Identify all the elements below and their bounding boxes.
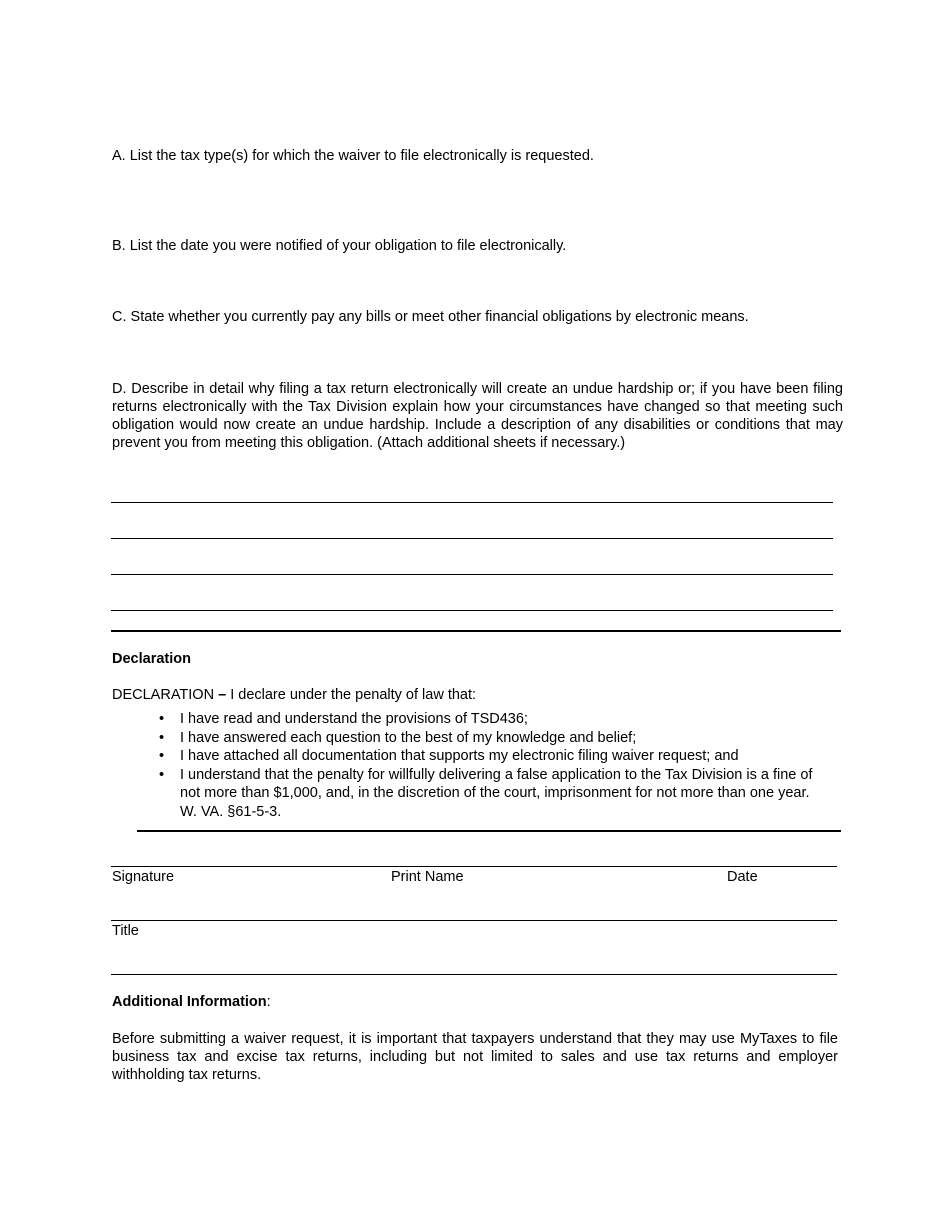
declaration-intro-rest: I declare under the penalty of law that: [226,687,477,703]
section-divider [111,630,841,632]
declaration-intro [112,687,476,703]
signature-label: Signature [112,869,175,885]
additional-body: Before submitting a waiver request, it is important that taxpayers understand that they may use MyTaxes to file business tax and excise tax returns, including but not limited to sales and use tax returns and employer withholding tax returns. [112,1031,838,1083]
print-name-label: Print Name [391,869,464,885]
declaration-list [112,710,832,821]
declaration-intro-prefix: DECLARATION [112,687,219,703]
declaration-heading: Declaration [112,651,191,667]
additional-heading [112,994,271,1010]
question-d: D. Describe in detail why filing a tax return electronically will create an undue hardship or; if you have been filing returns electronically with the Tax Division explain how your circumstances have changed so that meeting such obligation would now create an undue hardship. Include a description of any disabilities or conditions that may prevent you from meeting this obligation. (Attach additional sheets if necessary.) [112,381,843,451]
answer-line-4[interactable] [111,610,833,611]
title-label: Title [112,923,139,939]
answer-line-1[interactable] [111,502,833,503]
title-line[interactable] [111,920,837,921]
additional-heading-colon: : [266,994,271,1010]
additional-heading-text: Additional Information [112,994,267,1010]
question-a: A. List the tax type(s) for which the waiver to file electronically is requested. [112,148,594,164]
declaration-item: • I have answered each question to the best of my knowledge and belief; [180,729,832,748]
date-label: Date [727,869,758,885]
answer-line-3[interactable] [111,574,833,575]
declaration-divider [137,830,841,832]
question-c: C. State whether you currently pay any bills or meet other financial obligations by electronic means. [112,309,749,325]
declaration-item: • I have attached all documentation that supports my electronic filing waiver request; and [180,747,832,766]
declaration-item: • I understand that the penalty for willfully delivering a false application to the Tax Division is a fine of not more than $1,000, and, in the discretion of the court, imprisonment for not more than one year. W. VA. §61-5-3. [180,766,832,822]
answer-line-2[interactable] [111,538,833,539]
question-b: B. List the date you were notified of your obligation to file electronically. [112,238,567,254]
declaration-item: • I have read and understand the provisions of TSD436; [180,710,832,729]
declaration-intro-dash: – [218,687,227,703]
extra-line[interactable] [111,974,837,975]
signature-line[interactable] [111,866,837,867]
